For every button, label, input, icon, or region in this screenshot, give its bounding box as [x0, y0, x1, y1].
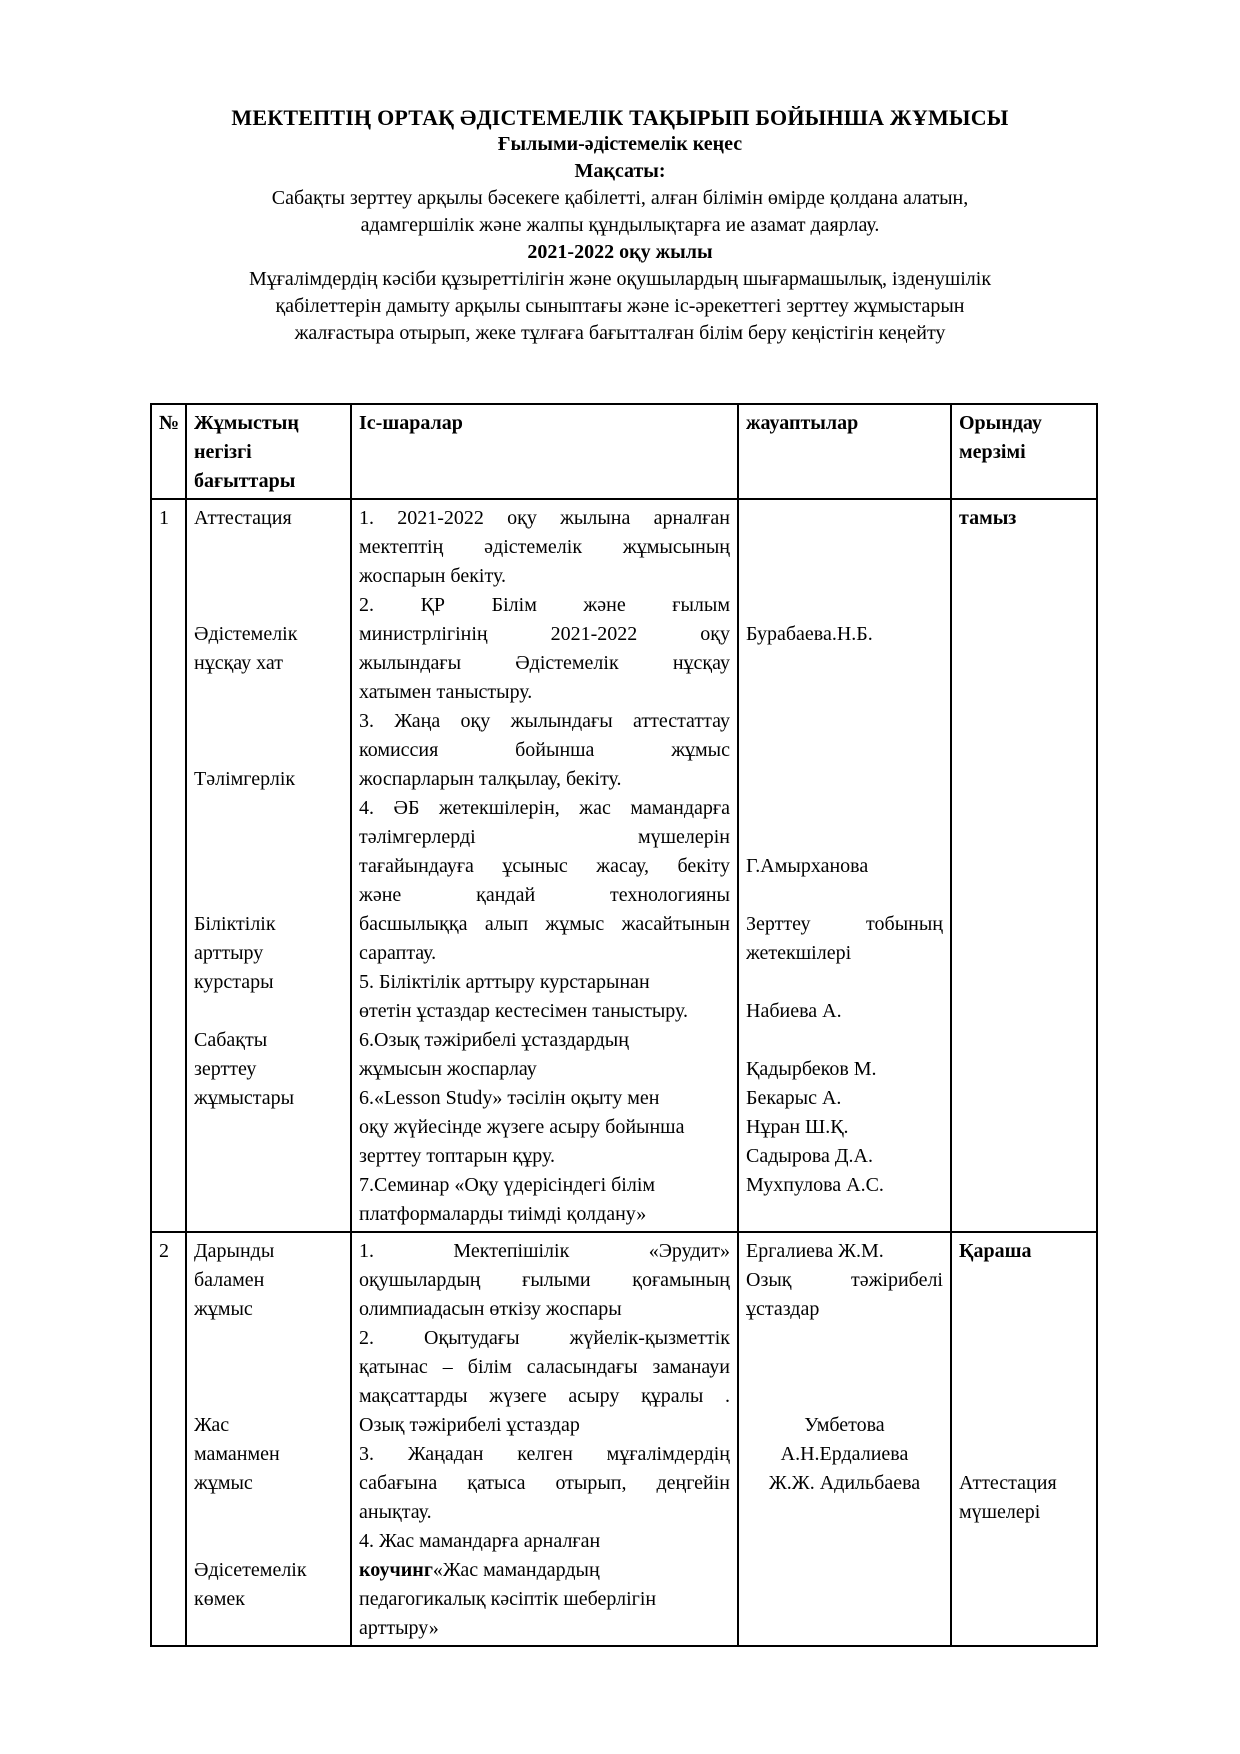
text-line: оқу жүйесінде жүзеге асыру бойынша: [359, 1116, 685, 1138]
text-line: жетекшілері: [746, 942, 852, 964]
text-line: олимпиадасын өткізу жоспары: [359, 1298, 622, 1320]
text-line: [194, 881, 343, 910]
text-line: [746, 504, 943, 533]
text-line: жұмыс: [194, 1298, 253, 1320]
text-line: [194, 794, 343, 823]
row1-responsible-cell: [738, 499, 951, 1232]
text-line: курстары: [194, 971, 274, 993]
text-line: 3. Жаңадан келген мұғалімдердің: [359, 1443, 730, 1465]
text-line: [746, 1324, 943, 1353]
table-header-row: [151, 404, 1097, 499]
col-header-deadline: Орындау мерзімі: [951, 404, 1097, 499]
text-line: Ж.Ж. Адильбаева: [768, 1472, 921, 1494]
text-line: Аттестация: [194, 507, 292, 529]
text-line: [194, 678, 343, 707]
goal-line-2: адамгершілік және жалпы құндылықтарға ие азамат даярлау.: [360, 214, 880, 236]
text-line: 2. ҚР Білім және ғылым: [359, 594, 730, 616]
text-line: [746, 968, 943, 997]
text-line: [194, 562, 343, 591]
text-line: [194, 823, 343, 852]
text-line: баламен: [194, 1269, 265, 1291]
text-line: [746, 765, 943, 794]
text-line: 2. Оқытудағы жүйелік-қызметтік: [359, 1327, 730, 1349]
text-line: [746, 823, 943, 852]
text-line: [959, 1324, 1089, 1353]
text-line: 4. ӘБ жетекшілерін, жас мамандарға: [359, 797, 730, 819]
text-line: тағайындауға ұсыныс жасау, бекіту: [359, 855, 730, 877]
text-line: қатынас – білім саласындағы заманауи: [359, 1356, 730, 1378]
text-line: министрлігінің 2021-2022 оқу: [359, 623, 730, 645]
text-line: Тәлімгерлік: [194, 768, 296, 790]
text-line: [746, 562, 943, 591]
text-line: [194, 1382, 343, 1411]
text-line: педагогикалық кәсіптік шеберлігін: [359, 1588, 657, 1610]
row1-num-cell: 1: [151, 499, 186, 1232]
text-line: [194, 591, 343, 620]
text-line: басшылыққа алып жұмыс жасайтынын: [359, 913, 730, 935]
text-line: [746, 533, 943, 562]
row1-deadline-cell: [951, 499, 1097, 1232]
text-line: жоспарларын талқылау, бекіту.: [359, 768, 622, 790]
text-line: коучинг«Жас мамандардың: [359, 1559, 600, 1581]
text-line: нұсқау хат: [194, 652, 283, 674]
text-line: жұмысын жоспарлау: [359, 1058, 537, 1080]
text-line: жоспарын бекіту.: [359, 565, 506, 587]
col-header-directions: Жұмыстың негізгі бағыттары: [186, 404, 351, 499]
text-line: [194, 1324, 343, 1353]
text-line: арттыру: [194, 942, 264, 964]
text-line: [194, 852, 343, 881]
text-line: [746, 591, 943, 620]
text-line: [194, 736, 343, 765]
text-line: Әдісетемелік: [194, 1559, 307, 1581]
text-line: [959, 1353, 1089, 1382]
text-line: [194, 997, 343, 1026]
text-line: Біліктілік: [194, 913, 276, 935]
text-line: [959, 1440, 1089, 1469]
text-line: 6.«Lesson Study» тәсілін оқыту мен: [359, 1087, 660, 1109]
text-line: [194, 1498, 343, 1527]
text-line: платформаларды тиімді қолдану»: [359, 1203, 647, 1225]
text-line: Аттестация: [959, 1472, 1057, 1494]
table-container: [150, 403, 1096, 1647]
table-row-1: [151, 499, 1097, 1232]
text-line: жұмыстары: [194, 1087, 295, 1109]
text-line: комиссия бойынша жұмыс: [359, 739, 730, 761]
text-line: 5. Біліктілік арттыру курстарынан: [359, 971, 650, 993]
text-line: [746, 794, 943, 823]
table-row-2: [151, 1232, 1097, 1646]
text-line: [746, 1353, 943, 1382]
row2-activities-cell: [351, 1232, 738, 1646]
col-header-responsible: жауаптылар: [738, 404, 951, 499]
text-line: сабағына қатыса отырып, деңгейін: [359, 1472, 730, 1494]
text-line: Сабақты: [194, 1029, 268, 1051]
year-heading: 2021-2022 оқу жылы: [527, 241, 713, 263]
text-line: зерттеу топтарын құру.: [359, 1145, 556, 1167]
text-line: 7.Семинар «Оқу үдерісіндегі білім: [359, 1174, 656, 1196]
text-line: хатымен таныстыру.: [359, 681, 533, 703]
intro-line-3: жалғастыра отырып, жеке тұлғаға бағытталған білім беру кеңістігін кеңейту: [294, 322, 946, 344]
text-line: мүшелері: [959, 1501, 1041, 1523]
text-line: маманмен: [194, 1443, 280, 1465]
text-line: [746, 1026, 943, 1055]
text-line: 6.Озық тәжірибелі ұстаздардың: [359, 1029, 629, 1051]
text-line: ұстаздар: [746, 1298, 820, 1320]
text-line: [746, 736, 943, 765]
page-title: МЕКТЕПТІҢ ОРТАҚ ӘДІСТЕМЕЛІК ТАҚЫРЫП БОЙЫНША ЖҰМЫСЫ: [231, 105, 1009, 130]
col-header-activities: Іс-шаралар: [351, 404, 738, 499]
text-line: [746, 707, 943, 736]
text-line: Қадырбеков М.: [746, 1058, 877, 1080]
text-line: жұмыс: [194, 1472, 253, 1494]
text-line: 1. Мектепішілік «Эрудит»: [359, 1240, 730, 1262]
text-line: [194, 707, 343, 736]
work-plan-table: [150, 403, 1098, 1647]
text-line: Бекарыс А.: [746, 1087, 842, 1109]
goal-line-1: Сабақты зерттеу арқылы бәсекеге қабілетті, алған білімін өмірде қолдана алатын,: [271, 187, 969, 209]
text-line: Әдістемелік: [194, 623, 298, 645]
text-line: арттыру»: [359, 1617, 439, 1639]
row2-responsible-cell: [738, 1232, 951, 1646]
text-line: [959, 1382, 1089, 1411]
text-line: Мухпулова А.С.: [746, 1174, 884, 1196]
text-line: зерттеу: [194, 1058, 257, 1080]
text-line: және қандай технологияны: [359, 884, 730, 906]
text-line: Озық тәжірибелі: [746, 1269, 943, 1291]
text-line: 3. Жаңа оқу жылындағы аттестаттау: [359, 710, 730, 732]
text-line: А.Н.Ердалиева: [780, 1443, 909, 1465]
text-line: тамыз: [959, 507, 1017, 529]
text-line: оқушылардың ғылыми қоғамының: [359, 1269, 730, 1291]
row2-directions-cell: [186, 1232, 351, 1646]
text-line: жылындағы Әдістемелік нұсқау: [359, 652, 730, 674]
row1-activities-cell: [351, 499, 738, 1232]
text-line: Умбетова: [804, 1414, 885, 1436]
text-line: 4. Жас мамандарға арналған: [359, 1530, 601, 1552]
document-header: [0, 0, 1240, 347]
subtitle: Ғылыми-әдістемелік кеңес: [497, 133, 743, 155]
text-line: мақсаттарды жүзеге асыру құралы .: [359, 1385, 730, 1407]
text-line: [959, 1411, 1089, 1440]
intro-line-2: қабілеттерін дамыту арқылы сыныптағы және іс-әрекеттегі зерттеу жұмыстарын: [275, 295, 965, 317]
text-line: [959, 1295, 1089, 1324]
goal-label: Мақсаты:: [574, 160, 666, 182]
intro-line-1: Мұғалімдердің кәсіби құзыреттілігін және оқушылардың шығармашылық, ізденушілік: [248, 268, 992, 290]
row2-num-cell: 2: [151, 1232, 186, 1646]
text-line: тәлімгерлерді мүшелерін: [359, 826, 730, 848]
text-line: Ергалиева Ж.М.: [746, 1240, 884, 1262]
text-line: [959, 1266, 1089, 1295]
row1-directions-cell: [186, 499, 351, 1232]
text-line: көмек: [194, 1588, 245, 1610]
text-line: өтетін ұстаздар кестесімен таныстыру.: [359, 1000, 688, 1022]
text-line: Озық тәжірибелі ұстаздар: [359, 1414, 580, 1436]
text-line: Нұран Ш.Қ.: [746, 1116, 849, 1138]
text-line: Жас: [194, 1414, 230, 1436]
text-line: Набиева А.: [746, 1000, 842, 1022]
text-line: [194, 1353, 343, 1382]
text-line: Г.Амырханова: [746, 855, 869, 877]
col-header-num: №: [151, 404, 186, 499]
text-line: сараптау.: [359, 942, 437, 964]
text-line: анықтау.: [359, 1501, 432, 1523]
text-line: Садырова Д.А.: [746, 1145, 873, 1167]
text-line: [746, 678, 943, 707]
row2-deadline-cell: [951, 1232, 1097, 1646]
text-line: мектептің әдістемелік жұмысының: [359, 536, 730, 558]
text-line: Зерттеу тобының: [746, 913, 943, 935]
text-line: [194, 1527, 343, 1556]
text-line: [746, 881, 943, 910]
text-line: [746, 1382, 943, 1411]
text-line: 1. 2021-2022 оқу жылына арналған: [359, 507, 730, 529]
text-line: [746, 649, 943, 678]
text-line: Қараша: [959, 1240, 1032, 1262]
text-line: [194, 533, 343, 562]
text-line: Дарынды: [194, 1240, 275, 1262]
text-line: Бурабаева.Н.Б.: [746, 623, 873, 645]
